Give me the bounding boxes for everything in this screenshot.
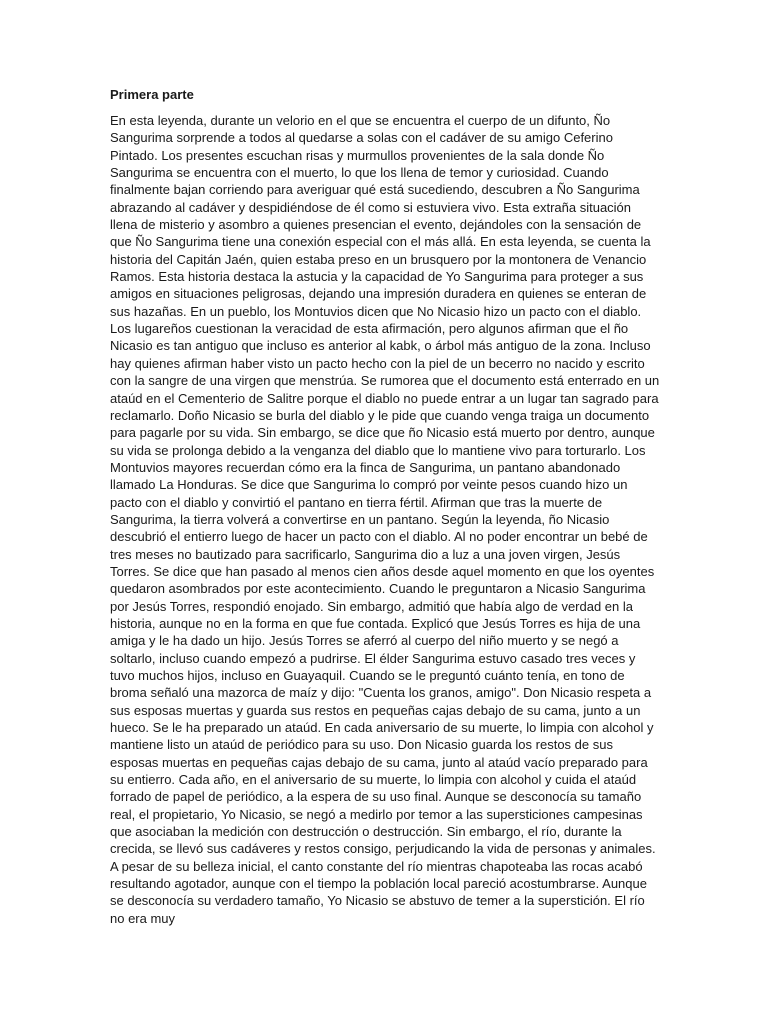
document-body <box>110 86 662 927</box>
section-heading: Primera parte <box>110 87 194 102</box>
body-paragraph: En esta leyenda, durante un velorio en el que se encuentra el cuerpo de un difunto, Ño Sangurima sorprende a todos al quedarse a solas con el cadáver de su amigo Ceferino Pintado. Los presentes escuchan risas y murmullos provenientes de la sala donde Ño Sangurima se encuentra con el muerto, lo que los llena de temor y curiosidad. Cuando finalmente bajan corriendo para averiguar qué está sucediendo, descubren a Ño Sangurima abrazando al cadáver y despidiéndose de él como si estuviera vivo. Esta extraña situación llena de misterio y asombro a quienes presencian el evento, dejándoles con la sensación de que Ño Sangurima tiene una conexión especial con el más allá. En esta leyenda, se cuenta la historia del Capitán Jaén, quien estaba preso en un brusquero por la montonera de Venancio Ramos. Esta historia destaca la astucia y la capacidad de Yo Sangurima para proteger a sus amigos en situaciones peligrosas, dejando una impresión duradera en quienes se enteran de sus hazañas. En un pueblo, los Montuvios dicen que No Nicasio hizo un pacto con el diablo. Los lugareños cuestionan la veracidad de esta afirmación, pero algunos afirman que el ño Nicasio es tan antiguo que incluso es anterior al kabk, o árbol más antiguo de la zona. Incluso hay quienes afirman haber visto un pacto hecho con la piel de un becerro no nacido y escrito con la sangre de una virgen que menstrúa. Se rumorea que el documento está enterrado en un ataúd en el Cementerio de Salitre porque el diablo no puede entrar a un lugar tan sagrado para reclamarlo. Doño Nicasio se burla del diablo y le pide que cuando venga traiga un documento para pagarle por su vida. Sin embargo, se dice que ño Nicasio está muerto por dentro, aunque su vida se prolonga debido a la venganza del diablo que lo mantiene vivo para torturarlo. Los Montuvios mayores recuerdan cómo era la finca de Sangurima, un pantano abandonado llamado La Honduras. Se dice que Sangurima lo compró por veinte pesos cuando hizo un pacto con el diablo y convirtió el pantano en tierra fértil. Afirman que tras la muerte de Sangurima, la tierra volverá a convertirse en un pantano. Según la leyenda, ño Nicasio descubrió el entierro luego de hacer un pacto con el diablo. Al no poder encontrar un bebé de tres meses no bautizado para sacrificarlo, Sangurima dio a luz a una joven virgen, Jesús Torres. Se dice que han pasado al menos cien años desde aquel momento en que los oyentes quedaron asombrados por este acontecimiento. Cuando le preguntaron a Nicasio Sangurima por Jesús Torres, respondió enojado. Sin embargo, admitió que había algo de verdad en la historia, aunque no en la forma en que fue contada. Explicó que Jesús Torres es hija de una amiga y le ha dado un hijo. Jesús Torres se aferró al cuerpo del niño muerto y se negó a soltarlo, incluso cuando empezó a pudrirse. El élder Sangurima estuvo casado tres veces y tuvo muchos hijos, incluso en Guayaquil. Cuando se le preguntó cuánto tenía, en tono de broma señaló una mazorca de maíz y dijo: "Cuenta los granos, amigo". Don Nicasio respeta a sus esposas muertas y guarda sus restos en pequeñas cajas debajo de su cama, junto a un hueco. Se le ha preparado un ataúd. En cada aniversario de su muerte, lo limpia con alcohol y mantiene listo un ataúd de periódico para su uso. Don Nicasio guarda los restos de sus esposas muertas en pequeñas cajas debajo de su cama, junto al ataúd vacío preparado para su entierro. Cada año, en el aniversario de su muerte, lo limpia con alcohol y cuida el ataúd forrado de papel de periódico, a la espera de su uso final. Aunque se desconocía su tamaño real, el propietario, Yo Nicasio, se negó a medirlo por temor a las supersticiones campesinas que asociaban la medición con destrucción o destrucción. Sin embargo, el río, durante la crecida, se llevó sus cadáveres y restos consigo, perjudicando la vida de personas y animales. A pesar de su belleza inicial, el canto constante del río mientras chapoteaba las rocas acabó resultando agotador, aunque con el tiempo la población local pareció acostumbrarse. Aunque se desconocía su verdadero tamaño, Yo Nicasio se abstuvo de temer a la superstición. El río no era muy <box>110 113 660 926</box>
